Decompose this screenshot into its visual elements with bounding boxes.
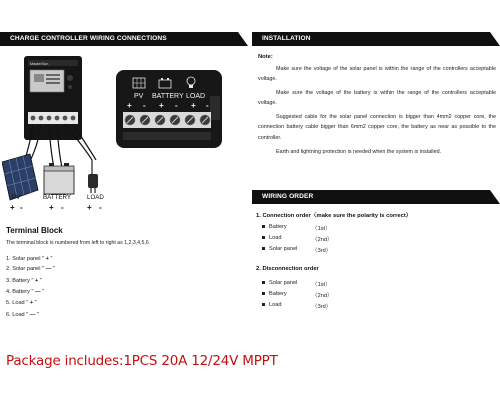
terminal-sign-5: + xyxy=(191,101,196,110)
terminal-load-label: LOAD xyxy=(186,93,206,100)
note-paragraph-4: Earth and lightning protection is needed when the system is installed. xyxy=(276,149,442,155)
battery-plus-sign: + xyxy=(49,203,54,212)
bullet-icon xyxy=(262,292,265,295)
pv-plus-sign: + xyxy=(10,203,15,212)
terminal-sign-6: - xyxy=(206,101,209,110)
connection-order-title: 1. Connection order（make sure the polarity is correct） xyxy=(256,213,412,219)
terminal-item-6: 6. Load " — " xyxy=(6,312,39,318)
load-label: LOAD xyxy=(87,194,104,201)
terminal-block-title: Terminal Block xyxy=(6,226,63,235)
wiring-connections-header xyxy=(0,32,248,46)
installation-header-text: INSTALLATION xyxy=(262,35,311,42)
bullet-icon xyxy=(262,247,265,250)
terminal-pv-label: PV xyxy=(134,93,144,100)
disconnection-item-3: Load （3rd） xyxy=(262,302,281,308)
terminal-closeup xyxy=(116,70,222,148)
note-label: Note: xyxy=(258,54,273,60)
wiring-order-header xyxy=(252,190,500,204)
battery-icon xyxy=(44,163,74,194)
terminal-battery-label: BATTERY xyxy=(152,93,184,100)
disconnection-item-2: Battery （2nd） xyxy=(262,291,287,297)
terminal-sign-3: + xyxy=(159,101,164,110)
disconnection-item-1: Solar panel （1st） xyxy=(262,280,297,286)
button-icon xyxy=(67,75,73,81)
wiring-diagram xyxy=(2,50,248,220)
battery-minus-sign: - xyxy=(61,203,64,212)
installation-header xyxy=(252,32,500,46)
bullet-icon xyxy=(262,303,265,306)
bullet-icon xyxy=(262,281,265,284)
terminal-sign-1: + xyxy=(127,101,132,110)
load-plug-icon xyxy=(88,160,98,193)
connection-item-1: Battery （1st） xyxy=(262,224,287,230)
pv-minus-sign: - xyxy=(20,203,23,212)
bullet-icon xyxy=(262,236,265,239)
terminal-item-3: 3. Battery " + " xyxy=(6,278,42,284)
terminal-sign-4: - xyxy=(175,101,178,110)
terminal-item-5: 5. Load " + " xyxy=(6,300,37,306)
package-includes-text: Package includes:1PCS 20A 12/24V MPPT xyxy=(6,353,278,369)
terminal-screws xyxy=(123,112,211,140)
note-paragraph-2: Make sure the voltage of the battery is within the range of the controllers acceptable voltage. xyxy=(258,90,496,107)
load-minus-sign: - xyxy=(99,203,102,212)
note-paragraph-1: Make sure the voltage of the solar panel is within the range of the controllers acceptable voltage. xyxy=(258,66,496,83)
terminal-block-description: The terminal block is numbered from left to right as 1,2,3,4,5,6 xyxy=(6,240,149,246)
battery-label: BATTERY xyxy=(43,194,71,201)
bullet-icon xyxy=(262,225,265,228)
terminal-item-4: 4. Battery " — " xyxy=(6,289,45,295)
load-plus-sign: + xyxy=(87,203,92,212)
terminal-sign-2: - xyxy=(143,101,146,110)
connection-item-2: Load （2nd） xyxy=(262,235,281,241)
disconnection-order-title: 2. Disconnection order xyxy=(256,266,319,272)
wiring-connections-header-text: CHARGE CONTROLLER WIRING CONNECTIONS xyxy=(10,35,167,42)
terminal-item-1: 1. Solar panel " + " xyxy=(6,256,53,262)
terminal-strip xyxy=(28,112,78,124)
controller-brand: MasterSun xyxy=(30,62,49,66)
wiring-order-header-text: WIRING ORDER xyxy=(262,193,314,200)
pv-label: PV xyxy=(12,194,21,201)
connection-item-3: Solar panel （3rd） xyxy=(262,246,297,252)
note-paragraph-3: Suggested cable for the solar panel connection is bigger than 4mm2 copper core, the connection battery cable bigger than 6mm2 copper core, the battery as near as possible to the controller. xyxy=(258,114,496,141)
terminal-item-2: 2. Solar panel " — " xyxy=(6,266,55,272)
